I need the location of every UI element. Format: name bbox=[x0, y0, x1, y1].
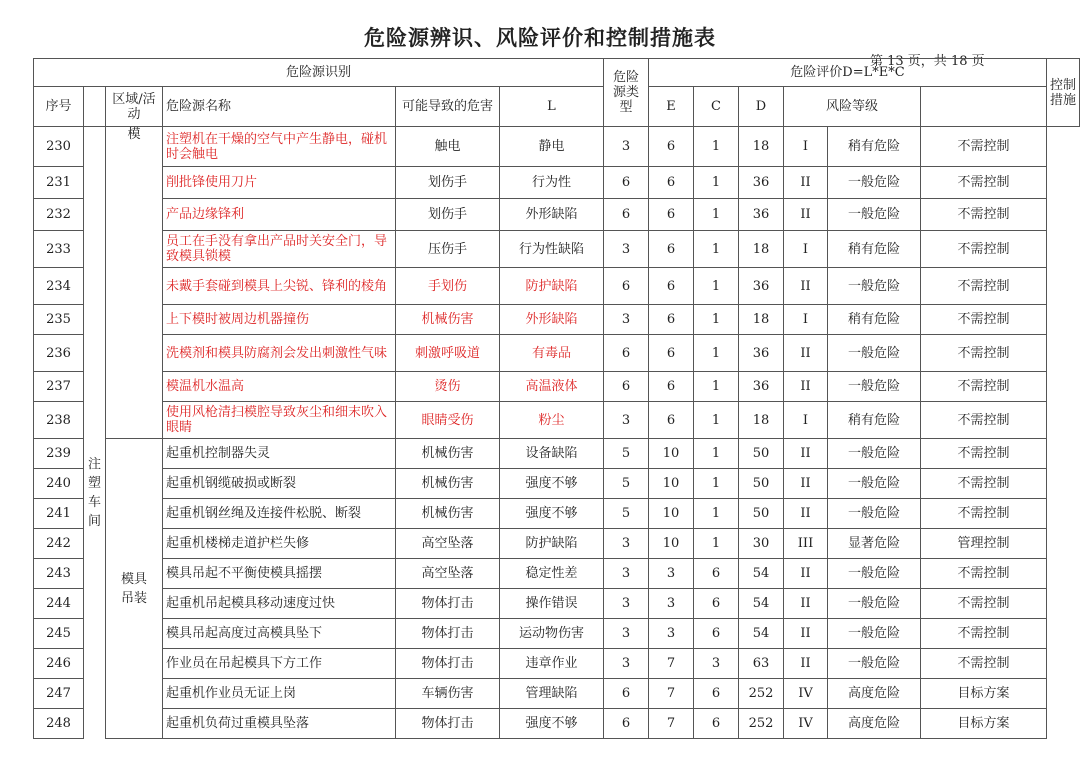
table-row bbox=[34, 439, 1080, 469]
value-C: 3 bbox=[694, 649, 739, 679]
risk-level: 一般危险 bbox=[828, 559, 921, 589]
page-title: 危险源辨识、风险评价和控制措施表 bbox=[364, 26, 716, 50]
row-number: 243 bbox=[34, 559, 84, 589]
hazard-type: 行为性 bbox=[500, 167, 604, 199]
hazard-type: 强度不够 bbox=[500, 469, 604, 499]
table-row bbox=[34, 619, 1080, 649]
risk-grade: I bbox=[784, 305, 828, 335]
value-C: 1 bbox=[694, 335, 739, 372]
value-E: 10 bbox=[649, 499, 694, 529]
value-D: 36 bbox=[739, 372, 784, 402]
value-E: 6 bbox=[649, 335, 694, 372]
value-E: 6 bbox=[649, 199, 694, 231]
risk-grade: II bbox=[784, 619, 828, 649]
consequence: 物体打击 bbox=[396, 709, 500, 739]
hazard-name: 注塑机在干燥的空气中产生静电，碰机时会触电 bbox=[163, 127, 396, 167]
value-L: 6 bbox=[604, 167, 649, 199]
row-number: 241 bbox=[34, 499, 84, 529]
consequence: 手划伤 bbox=[396, 268, 500, 305]
value-C: 1 bbox=[694, 305, 739, 335]
control-measure: 不需控制 bbox=[921, 439, 1047, 469]
hazard-name: 模具吊起高度过高模具坠下 bbox=[163, 619, 396, 649]
risk-level: 一般危险 bbox=[828, 199, 921, 231]
risk-grade: IV bbox=[784, 679, 828, 709]
row-number: 240 bbox=[34, 469, 84, 499]
value-L: 6 bbox=[604, 709, 649, 739]
risk-grade: II bbox=[784, 167, 828, 199]
hazard-table bbox=[33, 58, 1080, 739]
value-E: 6 bbox=[649, 268, 694, 305]
hazard-name: 起重机作业员无证上岗 bbox=[163, 679, 396, 709]
hazard-type: 外形缺陷 bbox=[500, 199, 604, 231]
value-D: 50 bbox=[739, 499, 784, 529]
table-row bbox=[34, 679, 1080, 709]
value-C: 6 bbox=[694, 589, 739, 619]
value-E: 3 bbox=[649, 589, 694, 619]
row-number: 232 bbox=[34, 199, 84, 231]
table-row bbox=[34, 649, 1080, 679]
value-E: 6 bbox=[649, 402, 694, 439]
hazard-name: 起重机钢缆破损或断裂 bbox=[163, 469, 396, 499]
value-E: 7 bbox=[649, 709, 694, 739]
table-row bbox=[34, 559, 1080, 589]
value-E: 7 bbox=[649, 649, 694, 679]
value-E: 6 bbox=[649, 231, 694, 268]
value-C: 1 bbox=[694, 199, 739, 231]
row-number: 236 bbox=[34, 335, 84, 372]
value-L: 6 bbox=[604, 335, 649, 372]
value-E: 7 bbox=[649, 679, 694, 709]
hazard-name: 削批锋使用刀片 bbox=[163, 167, 396, 199]
hazard-name: 洗模剂和模具防腐剂会发出刺激性气味 bbox=[163, 335, 396, 372]
value-D: 18 bbox=[739, 305, 784, 335]
control-measure: 不需控制 bbox=[921, 469, 1047, 499]
value-L: 3 bbox=[604, 589, 649, 619]
value-C: 1 bbox=[694, 402, 739, 439]
control-measure: 管理控制 bbox=[921, 529, 1047, 559]
risk-level: 一般危险 bbox=[828, 469, 921, 499]
control-measure: 目标方案 bbox=[921, 709, 1047, 739]
hazard-type: 有毒品 bbox=[500, 335, 604, 372]
control-measure: 不需控制 bbox=[921, 127, 1047, 167]
value-L: 3 bbox=[604, 529, 649, 559]
table-row bbox=[34, 402, 1080, 439]
control-measure: 不需控制 bbox=[921, 649, 1047, 679]
consequence: 眼睛受伤 bbox=[396, 402, 500, 439]
value-C: 1 bbox=[694, 529, 739, 559]
value-C: 1 bbox=[694, 167, 739, 199]
value-C: 6 bbox=[694, 619, 739, 649]
value-C: 6 bbox=[694, 559, 739, 589]
value-C: 1 bbox=[694, 469, 739, 499]
value-C: 1 bbox=[694, 439, 739, 469]
value-D: 50 bbox=[739, 439, 784, 469]
value-E: 6 bbox=[649, 372, 694, 402]
risk-grade: I bbox=[784, 127, 828, 167]
value-L: 3 bbox=[604, 231, 649, 268]
consequence: 机械伤害 bbox=[396, 469, 500, 499]
hazard-name: 模具吊起不平衡使模具摇摆 bbox=[163, 559, 396, 589]
value-D: 54 bbox=[739, 559, 784, 589]
header-risk-level: 风险等级 bbox=[784, 87, 921, 127]
header-hazard-type: 危险源类型 bbox=[604, 59, 649, 127]
risk-grade: II bbox=[784, 559, 828, 589]
risk-level: 一般危险 bbox=[828, 649, 921, 679]
hazard-name: 上下模时被周边机器撞伤 bbox=[163, 305, 396, 335]
value-D: 18 bbox=[739, 402, 784, 439]
value-E: 10 bbox=[649, 529, 694, 559]
risk-level: 一般危险 bbox=[828, 589, 921, 619]
control-measure: 不需控制 bbox=[921, 335, 1047, 372]
value-L: 6 bbox=[604, 679, 649, 709]
value-E: 6 bbox=[649, 167, 694, 199]
header-seq: 序号 bbox=[34, 87, 84, 127]
value-L: 5 bbox=[604, 439, 649, 469]
value-C: 1 bbox=[694, 372, 739, 402]
control-measure: 不需控制 bbox=[921, 231, 1047, 268]
value-D: 18 bbox=[739, 127, 784, 167]
hazard-type: 防护缺陷 bbox=[500, 268, 604, 305]
control-measure: 不需控制 bbox=[921, 167, 1047, 199]
table-row bbox=[34, 305, 1080, 335]
header-evaluation: 危险评价D=L*E*C bbox=[649, 59, 1047, 87]
control-measure: 不需控制 bbox=[921, 589, 1047, 619]
page-number: 第 13 页，共 18 页 bbox=[870, 54, 985, 69]
value-L: 3 bbox=[604, 402, 649, 439]
header-region: 区域/活动 bbox=[106, 87, 163, 127]
hazard-type: 强度不够 bbox=[500, 709, 604, 739]
value-E: 10 bbox=[649, 439, 694, 469]
hazard-type: 稳定性差 bbox=[500, 559, 604, 589]
table-row bbox=[34, 199, 1080, 231]
risk-grade: III bbox=[784, 529, 828, 559]
value-C: 6 bbox=[694, 679, 739, 709]
risk-grade: II bbox=[784, 335, 828, 372]
control-measure: 不需控制 bbox=[921, 372, 1047, 402]
value-D: 50 bbox=[739, 469, 784, 499]
row-number: 230 bbox=[34, 127, 84, 167]
consequence: 划伤手 bbox=[396, 199, 500, 231]
consequence: 触电 bbox=[396, 127, 500, 167]
value-C: 1 bbox=[694, 499, 739, 529]
value-L: 3 bbox=[604, 649, 649, 679]
row-number: 239 bbox=[34, 439, 84, 469]
row-number: 238 bbox=[34, 402, 84, 439]
risk-level: 一般危险 bbox=[828, 439, 921, 469]
control-measure: 不需控制 bbox=[921, 559, 1047, 589]
value-D: 54 bbox=[739, 619, 784, 649]
table-row bbox=[34, 372, 1080, 402]
value-E: 10 bbox=[649, 469, 694, 499]
value-D: 252 bbox=[739, 679, 784, 709]
value-L: 6 bbox=[604, 268, 649, 305]
value-D: 63 bbox=[739, 649, 784, 679]
value-D: 36 bbox=[739, 199, 784, 231]
hazard-type: 操作错误 bbox=[500, 589, 604, 619]
region-mold-lifting: 模具吊装 bbox=[106, 439, 163, 739]
value-D: 54 bbox=[739, 589, 784, 619]
consequence: 高空坠落 bbox=[396, 559, 500, 589]
hazard-name: 起重机钢丝绳及连接件松脱、断裂 bbox=[163, 499, 396, 529]
risk-grade: I bbox=[784, 231, 828, 268]
risk-grade: II bbox=[784, 589, 828, 619]
hazard-type: 外形缺陷 bbox=[500, 305, 604, 335]
value-D: 36 bbox=[739, 167, 784, 199]
consequence: 划伤手 bbox=[396, 167, 500, 199]
header-D: D bbox=[739, 87, 784, 127]
value-D: 252 bbox=[739, 709, 784, 739]
header-hazard-name: 危险源名称 bbox=[163, 87, 396, 127]
hazard-name: 起重机负荷过重模具坠落 bbox=[163, 709, 396, 739]
consequence: 机械伤害 bbox=[396, 305, 500, 335]
hazard-type: 违章作业 bbox=[500, 649, 604, 679]
row-number: 245 bbox=[34, 619, 84, 649]
hazard-name: 员工在手没有拿出产品时关安全门，导致模具锁模 bbox=[163, 231, 396, 268]
risk-level: 一般危险 bbox=[828, 372, 921, 402]
row-number: 247 bbox=[34, 679, 84, 709]
hazard-name: 起重机吊起模具移动速度过快 bbox=[163, 589, 396, 619]
row-number: 235 bbox=[34, 305, 84, 335]
consequence: 物体打击 bbox=[396, 619, 500, 649]
value-E: 6 bbox=[649, 127, 694, 167]
value-L: 5 bbox=[604, 499, 649, 529]
hazard-name: 使用风枪清扫模腔导致灰尘和细末吹入眼睛 bbox=[163, 402, 396, 439]
region-mold: 模 bbox=[106, 127, 163, 439]
risk-level: 一般危险 bbox=[828, 619, 921, 649]
hazard-name: 起重机控制器失灵 bbox=[163, 439, 396, 469]
row-number: 231 bbox=[34, 167, 84, 199]
hazard-type: 运动物伤害 bbox=[500, 619, 604, 649]
risk-level: 稍有危险 bbox=[828, 402, 921, 439]
row-number: 234 bbox=[34, 268, 84, 305]
value-D: 36 bbox=[739, 335, 784, 372]
table-row bbox=[34, 127, 1080, 167]
value-L: 3 bbox=[604, 619, 649, 649]
row-number: 242 bbox=[34, 529, 84, 559]
hazard-type: 行为性缺陷 bbox=[500, 231, 604, 268]
hazard-name: 起重机楼梯走道护栏失修 bbox=[163, 529, 396, 559]
table-row bbox=[34, 499, 1080, 529]
risk-level: 显著危险 bbox=[828, 529, 921, 559]
hazard-name: 模温机水温高 bbox=[163, 372, 396, 402]
table-row bbox=[34, 589, 1080, 619]
risk-level: 一般危险 bbox=[828, 335, 921, 372]
value-E: 3 bbox=[649, 619, 694, 649]
header-identification: 危险源识别 bbox=[34, 59, 604, 87]
header-control: 控制措施 bbox=[1047, 59, 1080, 127]
value-L: 3 bbox=[604, 127, 649, 167]
value-C: 1 bbox=[694, 268, 739, 305]
hazard-type: 静电 bbox=[500, 127, 604, 167]
table-row bbox=[34, 268, 1080, 305]
risk-level: 一般危险 bbox=[828, 268, 921, 305]
hazard-type: 粉尘 bbox=[500, 402, 604, 439]
risk-level: 一般危险 bbox=[828, 499, 921, 529]
value-C: 1 bbox=[694, 231, 739, 268]
header-E: E bbox=[649, 87, 694, 127]
control-measure: 不需控制 bbox=[921, 402, 1047, 439]
value-C: 6 bbox=[694, 709, 739, 739]
consequence: 物体打击 bbox=[396, 589, 500, 619]
control-measure: 不需控制 bbox=[921, 619, 1047, 649]
control-measure: 不需控制 bbox=[921, 499, 1047, 529]
risk-grade: IV bbox=[784, 709, 828, 739]
risk-grade: II bbox=[784, 372, 828, 402]
risk-level: 高度危险 bbox=[828, 679, 921, 709]
value-L: 5 bbox=[604, 469, 649, 499]
risk-grade: I bbox=[784, 402, 828, 439]
header-C: C bbox=[694, 87, 739, 127]
consequence: 压伤手 bbox=[396, 231, 500, 268]
table-row bbox=[34, 529, 1080, 559]
consequence: 机械伤害 bbox=[396, 499, 500, 529]
risk-level: 一般危险 bbox=[828, 167, 921, 199]
control-measure: 不需控制 bbox=[921, 268, 1047, 305]
risk-grade: II bbox=[784, 649, 828, 679]
value-C: 1 bbox=[694, 127, 739, 167]
consequence: 物体打击 bbox=[396, 649, 500, 679]
risk-level: 稍有危险 bbox=[828, 127, 921, 167]
row-number: 248 bbox=[34, 709, 84, 739]
risk-grade: II bbox=[784, 268, 828, 305]
row-number: 246 bbox=[34, 649, 84, 679]
hazard-name: 作业员在吊起模具下方工作 bbox=[163, 649, 396, 679]
table-row bbox=[34, 469, 1080, 499]
control-measure: 不需控制 bbox=[921, 199, 1047, 231]
row-number: 244 bbox=[34, 589, 84, 619]
header-consequence: 可能导致的危害 bbox=[396, 87, 500, 127]
hazard-type: 防护缺陷 bbox=[500, 529, 604, 559]
consequence: 烫伤 bbox=[396, 372, 500, 402]
table-row bbox=[34, 231, 1080, 268]
control-measure: 不需控制 bbox=[921, 305, 1047, 335]
table-row bbox=[34, 167, 1080, 199]
value-L: 6 bbox=[604, 199, 649, 231]
table-row bbox=[34, 709, 1080, 739]
hazard-type: 强度不够 bbox=[500, 499, 604, 529]
risk-level: 高度危险 bbox=[828, 709, 921, 739]
header-L: L bbox=[500, 87, 604, 127]
hazard-name: 未戴手套碰到模具上尖锐、锋利的棱角 bbox=[163, 268, 396, 305]
consequence: 高空坠落 bbox=[396, 529, 500, 559]
consequence: 机械伤害 bbox=[396, 439, 500, 469]
risk-grade: II bbox=[784, 439, 828, 469]
table-row bbox=[34, 335, 1080, 372]
header-spacer bbox=[84, 87, 106, 127]
row-number: 233 bbox=[34, 231, 84, 268]
value-D: 30 bbox=[739, 529, 784, 559]
value-E: 6 bbox=[649, 305, 694, 335]
hazard-type: 管理缺陷 bbox=[500, 679, 604, 709]
value-D: 18 bbox=[739, 231, 784, 268]
value-L: 3 bbox=[604, 305, 649, 335]
value-D: 36 bbox=[739, 268, 784, 305]
risk-grade: II bbox=[784, 199, 828, 231]
hazard-type: 高温液体 bbox=[500, 372, 604, 402]
risk-grade: II bbox=[784, 469, 828, 499]
consequence: 车辆伤害 bbox=[396, 679, 500, 709]
row-number: 237 bbox=[34, 372, 84, 402]
value-L: 3 bbox=[604, 559, 649, 589]
region-workshop: 注塑车间 bbox=[84, 127, 106, 739]
control-measure: 目标方案 bbox=[921, 679, 1047, 709]
hazard-type: 设备缺陷 bbox=[500, 439, 604, 469]
value-L: 6 bbox=[604, 372, 649, 402]
hazard-name: 产品边缘锋利 bbox=[163, 199, 396, 231]
consequence: 刺激呼吸道 bbox=[396, 335, 500, 372]
risk-grade: II bbox=[784, 499, 828, 529]
risk-level: 稍有危险 bbox=[828, 231, 921, 268]
value-E: 3 bbox=[649, 559, 694, 589]
risk-level: 稍有危险 bbox=[828, 305, 921, 335]
